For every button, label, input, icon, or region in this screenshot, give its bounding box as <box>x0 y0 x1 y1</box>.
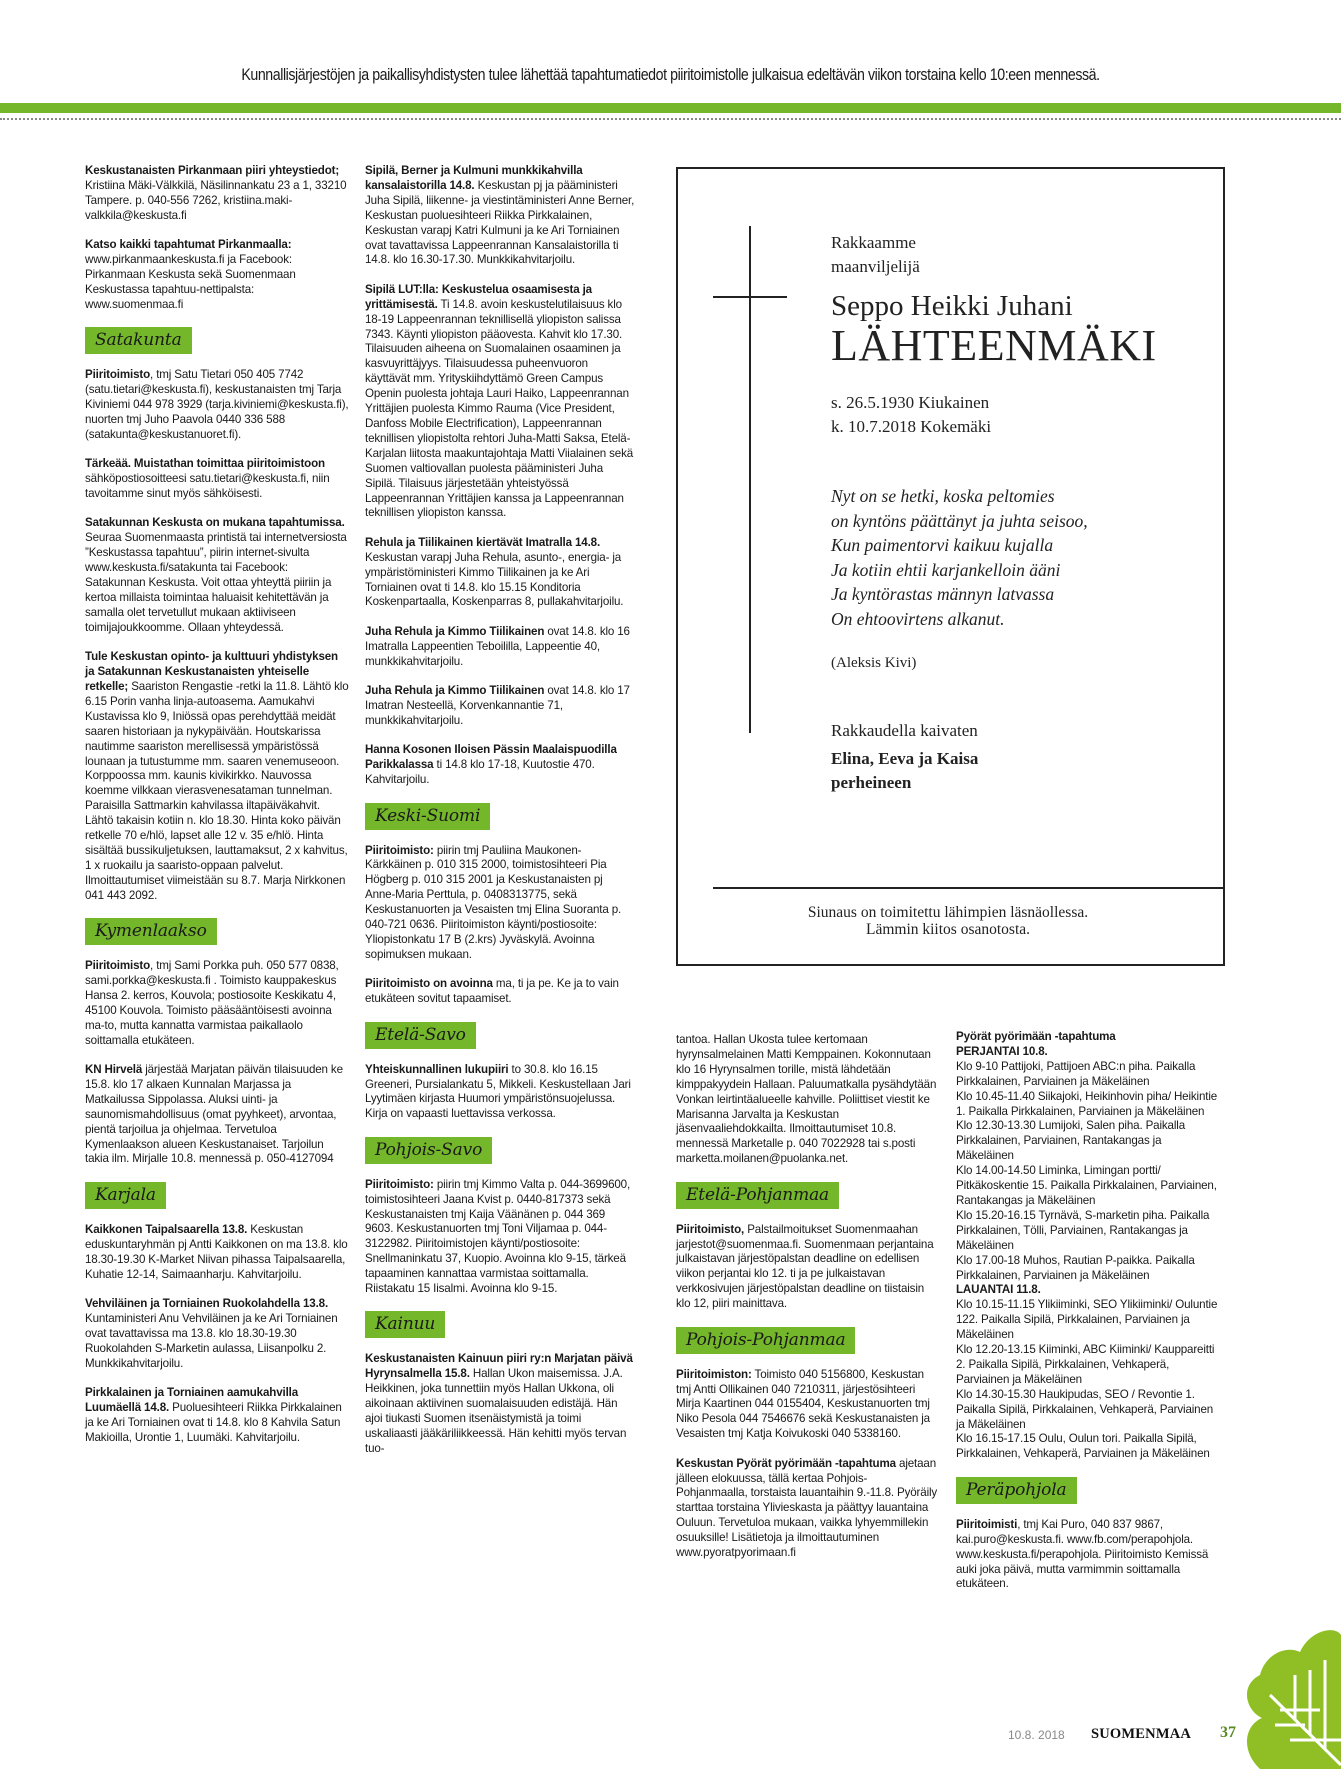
article-pirkkalainen-luumaki: Pirkkalainen ja Torniainen aamukahvilla Luumäellä 14.8. Puoluesihteeri Riikka Pirkkalainen ja ke Ari Torniainen ovat ti 14.8. klo 8 Kahvila Satun Makioilla, Urontie 1, Luumäki. Kahvitarjoilu. <box>85 1386 342 1444</box>
article-kosonen: Hanna Kosonen Iloisen Pässin Maalaispuodilla Parikkalassa ti 14.8 klo 17-18, Kuutostie 470. Kahvitarjoilu. <box>365 743 617 787</box>
article-satakunta-trip: Tule Keskustan opinto- ja kulttuuri yhdistyksen ja Satakunnan Keskustanaisten yhteiselle retkelle; Saariston Rengastie -retki la 11.8. Lähtö klo 6.15 Porin vanha linja-autoasema. Aamukahvi Kustavissa klo 9, Iniössä opas perehdyttää meidät saaren historiaan ja nykypäivään. Houtskarissa nautimme saariston merellisessä ympäristössä lounaan ja tutustumme mm. saaren venemuseoon. Korppoossa mm. kaunis kivikirkko. Nauvossa koemme vilkkaan vierasvenesataman tunnelman. Paraisilla Sattmarkin kahvilassa iltapäiväkahvit. Lähtö takaisin kotiin n. klo 18.30. Hinta koko päivän retkelle 70 e/hlö, lapset alle 12 v. 35 e/hlö. Hinta sisältää bussikuljetuksen, lauttamaksut, 2 x kahvitus, 1 x ruokailu ja saaristo-oppaan palvelut. Ilmoittautumiset viimeistään su 8.7. Marja Nirkkonen 041 443 2092. <box>85 650 349 902</box>
deceased-surname: LÄHTEENMÄKI <box>831 321 1157 370</box>
schedule-item: Klo 12.20-13.15 Kiiminki, ABC Kiiminki/ Kauppareitti 2. Paikalla Sipilä, Pirkkalainen, Vehkaperä, Parviainen ja Mäkeläinen <box>956 1343 1215 1386</box>
article-lukupiiri: Yhteiskunnallinen lukupiiri to 30.8. klo 16.15 Greeneri, Pursialankatu 5, Mikkeli. Keskustellaan Jari Lyytimäen kirjasta Huumori ympäristönsuojelussa. Kirja on vapaasti luettavissa verkossa. <box>365 1062 631 1121</box>
section-heading-satakunta: Satakunta <box>85 327 192 354</box>
schedule-item: Klo 12.30-13.30 Lumijoki, Salen piha. Paikalla Pirkkalainen, Parviainen, Rantakangas ja Mäkeläinen <box>956 1119 1185 1163</box>
article-sipila-lut: Sipilä LUT:lla: Keskustelua osaamisesta ja yrittämisestä. Ti 14.8. avoin keskustelutilaisuus klo 18-19 Lappeenrannan teknillisellä yliopiston salissa 7343. Käynti yliopiston pääovesta. Kahvit klo 17.30. Tilaisuuden aiheena on Suomalainen osaaminen ja kasvuyrittäjyys. Tilaisuudessa puheenvuoron käyttävät mm. Yrityskiihdyttämö Green Campus Openin puolesta johtaja Lauri Haiko, Lappeenrannan Yrittäjien puolesta Kimmo Rauma (Vice President, Danfoss Mobile Electrification), Lappeenrannan teknillisen yliopistolta rehtori Juha-Matti Saksa, Etelä-Karjalan liitosta maakuntajohtaja Matti Viialainen sekä Suomen valtiovallan puolesta pääministeri Juha Sipilä. Tilaisuus järjestetään yhteistyössä Lappeenrannan Yrittäjien kanssa ja Lappeenrannan teknillisen yliopiston kanssa. <box>365 282 634 520</box>
article-kn-hirvela: KN Hirvelä järjestää Marjatan päivän tilaisuuden ke 15.8. klo 17 alkaen Kunnalan Marjassa ja Matkailussa Sippolassa. Aluksi uinti- ja saunomismahdollisuus (omat pyyhkeet), arvontaa, pientä tarjoilua ja ohjelmaa. Tervetuloa Kymenlaakson alueen Keskustanaiset. Tarjoilun takia ilm. Mirjalle 10.8. mennessä p. 050-4127094 <box>85 1063 343 1166</box>
article-rehula-teboil: Juha Rehula ja Kimmo Tiilikainen ovat 14.8. klo 16 Imatralla Lappeentien Teboililla, Lappeentie 40, munkkikahvitarjoilu. <box>365 624 630 668</box>
schedule-item: Klo 9-10 Pattijoki, Pattijoen ABC:n piha. Paikalla Pirkkalainen, Parviainen ja Mäkeläinen <box>956 1059 1196 1088</box>
cross-icon <box>749 226 751 733</box>
column-3 <box>676 1033 938 1575</box>
memorial-poem: Nyt on se hetki, koska peltomies on kyntöns päättänyt ja juhta seisoo, Kun paimentorvi kaikuu kujalla Ja kotiin ehtii karjankelloin ääni Ja kyntörastas männyn latvassa On ehtoovirtens alkanut. <box>831 486 1088 629</box>
section-heading-pohjois-savo: Pohjois-Savo <box>365 1137 492 1164</box>
article-satakunta-events: Satakunnan Keskusta on mukana tapahtumissa. Seuraa Suomenmaasta printistä tai internetversiosta ”Keskustassa tapahtuu”, piirin internet-sivulta www.keskusta.fi/satakunta tai Facebook: Satakunnan Keskusta. Voit ottaa yhteyttä piiriin ja kertoa millaista toimintaa haluaisit kehitettävän ja samalla olet tervetullut mukaan aktiiviseen toimijajoukkoomme. Ollaan yhteydessä. <box>85 516 347 634</box>
obituary-notice <box>676 167 1225 966</box>
article-rehula-neste: Juha Rehula ja Kimmo Tiilikainen ovat 14.8. klo 17 Imatran Nesteellä, Korvenkannantie 71, munkkikahvitarjoilu. <box>365 684 630 727</box>
obituary-intro: Rakkaamme maanviljelijä <box>831 233 920 276</box>
obituary-footer: Siunaus on toimitettu lähimpien läsnäollessa. Lämmin kiitos osanotosta. <box>807 904 1089 938</box>
section-heading-kainuu: Kainuu <box>365 1311 445 1338</box>
article-perapohjola-office: Piiritoimisti, tmj Kai Puro, 040 837 9867, kai.puro@keskusta.fi. www.fb.com/perapohjola. www.keskusta.fi/perapohjola. Piiritoimisto Kemissä auki joka päivä, mutta varmimmin soittamalla etukäteen. <box>956 1517 1209 1591</box>
clover-leaf-logo-icon <box>1200 1600 1341 1769</box>
schedule-day-friday: PERJANTAI 10.8. <box>956 1044 1048 1058</box>
article-pyorat-pyorimaan: Keskustan Pyörät pyörimään -tapahtuma ajetaan jälleen elokuussa, tällä kertaa Pohjois-Pohjanmaalla, torstaista lauantaihin 9.-11.8. Pyöräily starttaa torstaina Ylivieskasta ja päättyy lauantaina Ouluun. Tervetuloa mukaan, vaikka lyhyemmillekin osuuksille! Lisätietoja ja ilmoittautuminen www.pyoratpyorimaan.fi <box>676 1456 938 1560</box>
issue-date: 10.8. 2018 <box>1008 1728 1065 1742</box>
section-heading-pohjois-pohjanmaa: Pohjois-Pohjanmaa <box>676 1327 855 1354</box>
schedule-day-saturday: LAUANTAI 11.8. <box>956 1283 1041 1297</box>
schedule-item: Klo 14.00-14.50 Liminka, Limingan portti/ Pitkäkoskentie 15. Paikalla Pirkkalainen, Parviainen, Rantakangas ja Mäkeläinen <box>956 1164 1217 1207</box>
article-rehula-imatra: Rehula ja Tiilikainen kiertävät Imatralla 14.8. Keskustan varapj Juha Rehula, asunto-, energia- ja ympäristöministeri Kimmo Tiilikainen ja ke Ari Torniainen ovat ti 14.8. klo 15.15 Konditoria Koskenpartaalla, Koskenparras 8, pullakahvitarjoilu. <box>365 535 624 609</box>
header-green-bar <box>0 103 1341 113</box>
article-kainuu-marjatan-paiva: Keskustanaisten Kainuun piiri ry:n Marjatan päivä Hyrynsalmella 15.8. Hallan Ukon maisemissa. J.A. Heikkinen, joka tunnettiin myös Hallan Ukkona, oli aikoinaan aktiivinen suomalaisuuden edistäjä. Hän ajoi tiukasti Suomen itsenäistymistä ja toimi uskaliaasti jääkäriliikkeessä. Hän kehitti myös tervan tuo- <box>365 1352 633 1455</box>
article-vehvilainen: Vehviläinen ja Torniainen Ruokolahdella 13.8. Kuntaministeri Anu Vehviläinen ja ke Ari Torniainen ovat tavattavissa ma 13.8. klo 18.30-19.30 Ruokolahden S-Marketin aulassa, Liisanpolku 2. Munkkikahvitarjoilu. <box>85 1296 338 1370</box>
article-pirkanmaa-events: Katso kaikki tapahtumat Pirkanmaalla: www.pirkanmaankeskusta.fi ja Facebook: Pirkanmaan Keskusta sekä Suomenmaan Keskustassa tapahtuu-nettipalsta: www.suomenmaa.fi <box>85 238 296 311</box>
schedule-item: Klo 14.30-15.30 Haukipudas, SEO / Revontie 1. Paikalla Sipilä, Pirkkalainen, Vehkaperä, Parviainen ja Mäkeläinen <box>956 1387 1214 1431</box>
article-pohjois-pohjanmaa-office: Piiritoimiston: Toimisto 040 5156800, Keskustan tmj Antti Ollikainen 040 7210311, järjestösihteeri Mirja Kaartinen 044 0155404, Keskustanuorten tmj Niko Pesola 044 7546676 sekä Keskustanaisten ja Vesaisten tmj Katja Koivukoski 040 5338160. <box>676 1367 930 1441</box>
death-date: k. 10.7.2018 Kokemäki <box>831 417 992 436</box>
column-2 <box>365 164 635 1471</box>
article-satakunta-email: Tärkeää. Muistathan toimittaa piiritoimistoon sähköpostiosoitteesi satu.tietari@keskusta.fi, niin tavoitamme sinut myös sähköisesti. <box>85 457 330 500</box>
schedule-item: Klo 10.15-11.15 Ylikiiminki, SEO Ylikiiminki/ Ouluntie 122. Paikalla Sipilä, Pirkkalainen, Parviainen ja Mäkeläinen <box>956 1298 1218 1342</box>
poem-author: (Aleksis Kivi) <box>831 655 917 671</box>
submission-notice: Kunnallisjärjestöjen ja paikallisyhdistysten tulee lähettää tapahtumatiedot piiritoimistolle julkaisua edeltävän viikon torstaina kello 10:een mennessä. <box>241 66 1100 84</box>
column-4 <box>956 1030 1218 1607</box>
article-pirkanmaa-contacts: Keskustanaisten Pirkanmaan piiri yhteystiedot; Kristiina Mäki-Välkkilä, Näsilinnankatu 23 a 1, 33210 Tampere. p. 040-556 7262, kristiina.maki-valkkila@keskusta.fi <box>85 164 347 222</box>
section-heading-karjala: Karjala <box>85 1182 166 1209</box>
article-etela-pohjanmaa-office: Piiritoimisto, Palstailmoitukset Suomenmaahan jarjestot@suomenmaa.fi. Suomenmaan perjantaina julkaistavan järjestöpalstan deadline on edellisen viikon perjantai klo 12. ti ja pe julkaistavan verkkosivujen järjestöpalstan deadline on tiistaisin klo 12, piiri mainittava. <box>676 1222 934 1311</box>
article-keski-suomi-office: Piiritoimisto: piirin tmj Pauliina Maukonen-Kärkkäinen p. 010 315 2000, toimistosihteeri Pia Högberg p. 010 315 2001 ja Keskustanaisten pj Anne-Maria Perttula, p. 0408313775, sekä Keskustanuorten ja Vesaisten tmj Elina Suoranta p. 040-721 0636. Piiritoimiston käynti/postiosoite: Yliopistonkatu 17 B (2.krs) Jyväskylä. Avoinna sopimuksen mukaan. <box>365 843 622 961</box>
deceased-given-names: Seppo Heikki Juhani <box>831 290 1073 322</box>
section-heading-kymenlaakso: Kymenlaakso <box>85 918 217 945</box>
schedule-item: Klo 17.00-18 Muhos, Rautian P-paikka. Paikalla Pirkkalainen, Parviainen ja Mäkeläinen <box>956 1253 1195 1282</box>
obituary-divider <box>713 887 1225 889</box>
article-satakunta-office: Piiritoimisto, tmj Satu Tietari 050 405 7742 (satu.tietari@keskusta.fi), keskustanaisten tmj Tarja Kiviniemi 044 978 3929 (tarja.kiviniemi@keskusta.fi), nuorten tmj Juho Paavola 0440 336 588 (satakunta@keskustanuoret.fi). <box>85 368 349 441</box>
section-heading-etela-pohjanmaa: Etelä-Pohjanmaa <box>676 1182 839 1209</box>
bike-tour-schedule <box>956 1030 1218 1462</box>
birth-date: s. 26.5.1930 Kiukainen <box>831 393 990 412</box>
section-heading-perapohjola: Peräpohjola <box>956 1477 1077 1504</box>
schedule-item: Klo 10.45-11.40 Siikajoki, Heikinhovin piha/ Heikintie 1. Paikalla Pirkkalainen, Parviainen ja Mäkeläinen <box>956 1089 1218 1118</box>
article-kymenlaakso-office: Piiritoimisto, tmj Sami Porkka puh. 050 577 0838, sami.porkka@keskusta.fi . Toimisto kauppakeskus Hansa 2. kerros, Kouvola; postiosoite Keskikatu 4, 45100 Kouvola. Toimisto pääsääntöisesti avoinna ma-to, mutta kannatta varmistaa paikallaolo soittamalla etukäteen. <box>85 959 339 1047</box>
page-number: 37 <box>1220 1724 1236 1741</box>
obituary-dates <box>831 391 1211 439</box>
article-sipila-berner: Sipilä, Berner ja Kulmuni munkkikahvilla kansalaistorilla 14.8. Keskustan pj ja pääministeri Juha Sipilä, liikenne- ja viestintäministeri Anne Berner, Keskustan puoluesihteeri Riikka Pirkkalainen, Keskustan varapj Katri Kulmuni ja ke Ari Torniainen ovat tavattavissa Lappeenrannan Kansalaistorilla ti 14.8. klo 16.30-17.30. Munkkikahvitarjoilu. <box>365 164 635 267</box>
section-heading-keski-suomi: Keski-Suomi <box>365 803 490 830</box>
section-heading-etela-savo: Etelä-Savo <box>365 1022 476 1049</box>
mourners-names: Elina, Eeva ja Kaisa perheineen <box>831 749 979 792</box>
article-kaikkonen: Kaikkonen Taipalsaarella 13.8. Keskustan eduskuntaryhmän pj Antti Kaikkonen on ma 13.8. klo 18.30-19.30 K-Market Niivan pihassa Taipalsaarella, Kuhatie 12-14, Saimaanharju. Kahvitarjoilu. <box>85 1222 348 1281</box>
schedule-item: Klo 16.15-17.15 Oulu, Oulun tori. Paikalla Sipilä, Pirkkalainen, Vehkaperä, Parviainen ja Mäkeläinen <box>956 1432 1210 1461</box>
article-keski-suomi-hours: Piiritoimisto on avoinna ma, ti ja pe. Ke ja to vain etukäteen sovitut tapaamiset. <box>365 977 619 1006</box>
schedule-title: Pyörät pyörimään -tapahtuma <box>956 1030 1116 1043</box>
cross-icon-crossbar <box>713 296 787 298</box>
obituary-body <box>831 231 1211 795</box>
mourners-intro: Rakkaudella kaivaten <box>831 721 978 740</box>
dotted-divider <box>0 118 1341 120</box>
article-kainuu-continued: tantoa. Hallan Ukosta tulee kertomaan hyrynsalmelainen Matti Kemppainen. Kokonnutaan klo 16 Hyrynsalmen torille, mistä lähdetään kimppakyydein Hallaan. Paluumatkalla pysähdytään Vonkan leirtintäalueelle kahville. Poliittiset viestit ke Marisanna Jarvalta ja Keskustan jäsenvaaliehdokkailta. Ilmoittautumiset 10.8. mennessä Marketalle p. 040 7022928 tai s.posti marketta.moilanen@puolanka.net. <box>676 1033 937 1166</box>
column-1 <box>85 164 349 1460</box>
newspaper-name: SUOMENMAA <box>1091 1726 1192 1742</box>
article-pohjois-savo-office: Piiritoimisto: piirin tmj Kimmo Valta p. 044-3699600, toimistosihteeri Jaana Kvist p. 0440-817373 sekä Keskustanaisten tmj Kaija Väänänen p. 044 369 9603. Keskustanuorten tmj Toni Viljamaa p. 044-3122982. Piiritoimistojen käynti/postiosoite: Snellmaninkatu 37, Kuopio. Avoinna klo 9-15, tärkeä tapaaminen kannattaa varmistaa soittamalla. Riistakatu 15 Iisalmi. Avoinna klo 9-15. <box>365 1177 631 1296</box>
schedule-item: Klo 15.20-16.15 Tyrnävä, S-marketin piha. Paikalla Pirkkalainen, Tölli, Parviainen, Rantakangas ja Mäkeläinen <box>956 1208 1210 1252</box>
